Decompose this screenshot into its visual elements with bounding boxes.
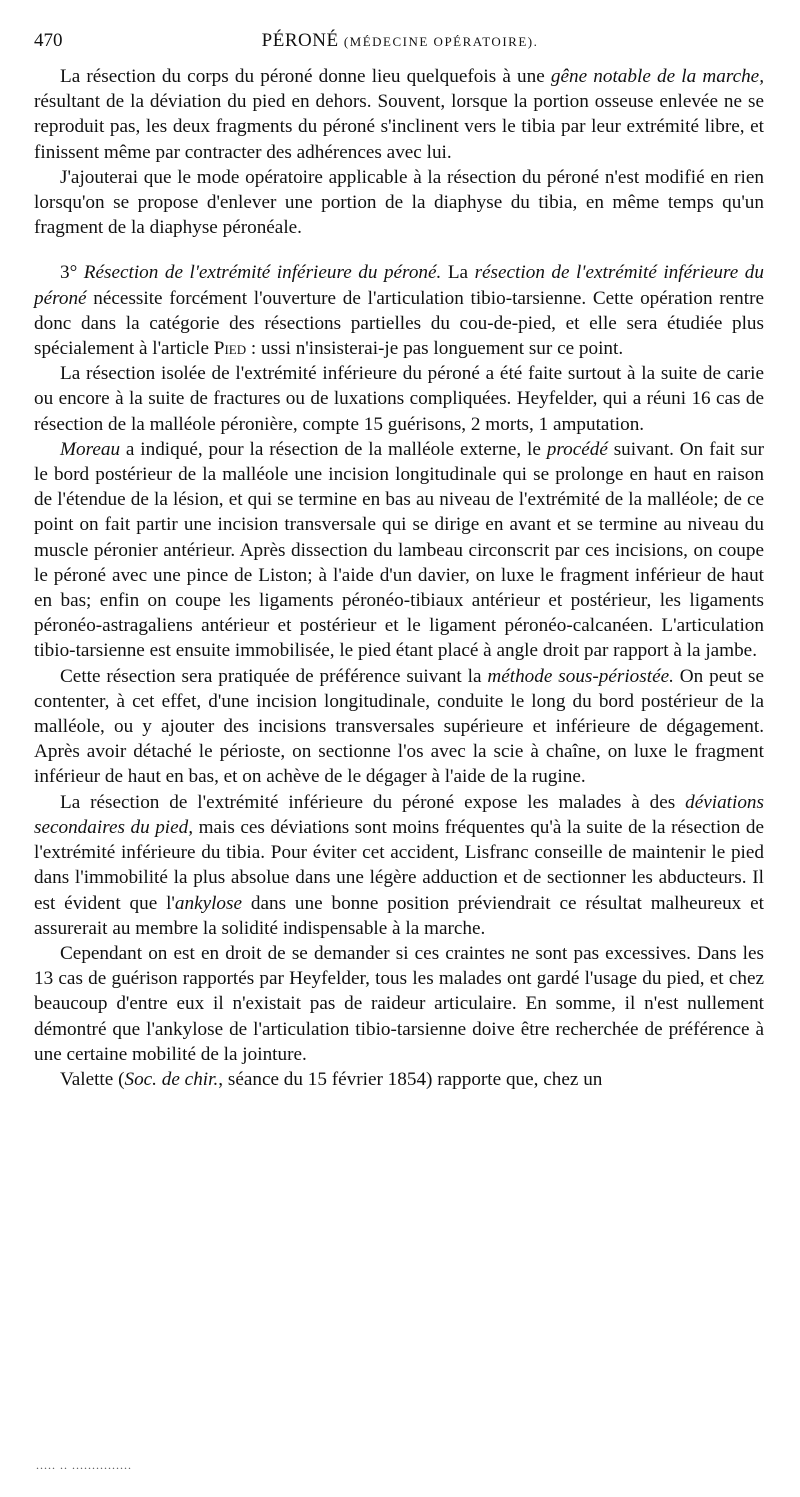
text-run: La — [441, 262, 475, 284]
text-run: suivant. On fait sur le bord postérieur de la malléole une incision longitudinale qui se prolonge en haut en raison de l'étendue de la lésion, et qui se termine en bas au niveau de l'extrémité de la malléole; de ce point on fait partir une incision transversale qui se dirige en avant et se termine au niveau du muscle péronier antérieur. Après dissection du lambeau circonscrit par ces incisions, on coupe le péroné avec une pince de Liston; à l'aide d'un davier, on luxe le fragment inférieur de haut en bas; enfin on coupe les ligaments péronéo-tibiaux antérieur et postérieur, les ligaments péronéo-astragaliens antérieur et postérieur et le ligament péronéo-calcanéen. L'articulation tibio-tarsienne est ensuite immobilisée, le pied étant placé à angle droit par rapport à la jambe. — [34, 438, 764, 662]
footer-dots: ..... .. ............... — [36, 1458, 132, 1472]
text-run: Cependant on est en droit de se demander si ces craintes ne sont pas excessives. Dans les 13 cas de guérison rapportés par Heyfelder, tous les malades ont gardé l'usage du pied, et chez beaucoup d'entre eux il n'existait pas de raideur articulaire. En somme, il n'est nullement démontré que l'ankylose de l'articulation tibio-tarsienne doive être recherchée de préférence à une certaine mobilité de la jointure. — [34, 942, 764, 1065]
running-subtitle: (MÉDECINE OPÉRATOIRE). — [343, 34, 539, 49]
italic-run: ankylose — [174, 892, 243, 914]
text-run: , séance du 15 février 1854) rapporte que, chez un — [218, 1068, 603, 1090]
section-heading: Résection de l'extrémité inférieure du péroné. — [83, 262, 442, 284]
running-title: PÉRONÉ — [261, 30, 339, 51]
paragraph-5 — [34, 437, 764, 664]
running-header — [34, 30, 766, 60]
paragraph-2 — [34, 165, 764, 241]
paragraph-1 — [34, 64, 764, 165]
section-number: 3° — [60, 262, 84, 284]
text-run: La résection du corps du péroné donne lieu quelquefois à une — [60, 66, 551, 87]
text-run: Valette ( — [60, 1068, 125, 1090]
italic-run: Soc. de chir. — [124, 1068, 219, 1090]
smallcaps-run: Pied — [213, 338, 247, 360]
italic-run: résection de l'extrémité inférieure du péroné — [34, 262, 764, 309]
italic-run: gêne notable de la marche, — [550, 66, 764, 87]
page-body — [34, 64, 764, 1092]
text-run: : ussi n'insisterai-je pas longuement sur ce point. — [246, 338, 624, 360]
paragraph-9 — [34, 1067, 764, 1092]
italic-run: Moreau — [60, 438, 121, 460]
italic-run: méthode sous-périostée. — [487, 665, 674, 687]
text-run: mais ces déviations sont moins fréquentes qu'à la suite de la résection de l'extrémité inférieure du tibia. Pour éviter cet accident, Lisfranc conseille de maintenir le pied dans l'immobilité la plus absolue dans une légère adduction et de sectionner les abducteurs. Il est évident que l' — [34, 816, 764, 914]
text-run: La résection isolée de l'extrémité inférieure du péroné a été faite surtout à la suite de carie ou encore à la suite de fractures ou de luxations compliquées. Heyfelder, qui a réuni 16 cas de résection de la malléole péronière, compte 15 guérisons, 2 morts, 1 amputation. — [34, 363, 764, 435]
text-run: Cette résection sera pratiquée de préférence suivant la — [60, 665, 488, 687]
italic-run: déviations secondaires du pied, — [34, 791, 764, 838]
paragraph-6 — [34, 664, 764, 790]
text-run: La résection de l'extrémité inférieure du péroné expose les malades à des — [60, 791, 686, 813]
running-title-line — [34, 30, 766, 52]
text-run: résultant de la déviation du pied en dehors. Souvent, lorsque la portion osseuse enlevée ne se reproduit pas, les deux fragments du péroné s'inclinent vers le tibia par leur extrémité libre, et finissent même par contracter des adhérences avec lui. — [34, 91, 764, 163]
paragraph-8 — [34, 941, 764, 1067]
section-3-paragraph — [34, 260, 764, 361]
text-run: J'ajouterai que le mode opératoire applicable à la résection du péroné n'est modifié en rien lorsqu'on se propose d'enlever une portion de la diaphyse du tibia, en même temps qu'un fragment de la diaphyse péronéale. — [34, 166, 764, 239]
text-run: On peut se contenter, à cet effet, d'une incision longitudinale, conduite le long du bord postérieur de la malléole, ou y ajouter des incisions transversales supérieure et inférieure de dégagement. Après avoir détaché le périoste, on sectionne l'os avec la scie à chaîne, on luxe le fragment inférieur de haut en bas, et on achève de le dégager à l'aide de la rugine. — [34, 665, 765, 788]
text-run: nécessite forcément l'ouverture de l'articulation tibio-tarsienne. Cette opération rentre donc dans la catégorie des résections partielles du cou-de-pied, et elle sera étudiée plus spécialement à l'article — [34, 287, 764, 360]
paragraph-4 — [34, 361, 764, 437]
text-run: a indiqué, pour la résection de la malléole externe, le — [120, 438, 547, 460]
text-run: dans une bonne position préviendrait ce résultat malheureux et assurerait au membre la solidité indispensable à la marche. — [34, 892, 764, 939]
page-number: 470 — [34, 30, 63, 51]
paragraph-7 — [34, 790, 764, 941]
italic-run: procédé — [546, 438, 608, 460]
